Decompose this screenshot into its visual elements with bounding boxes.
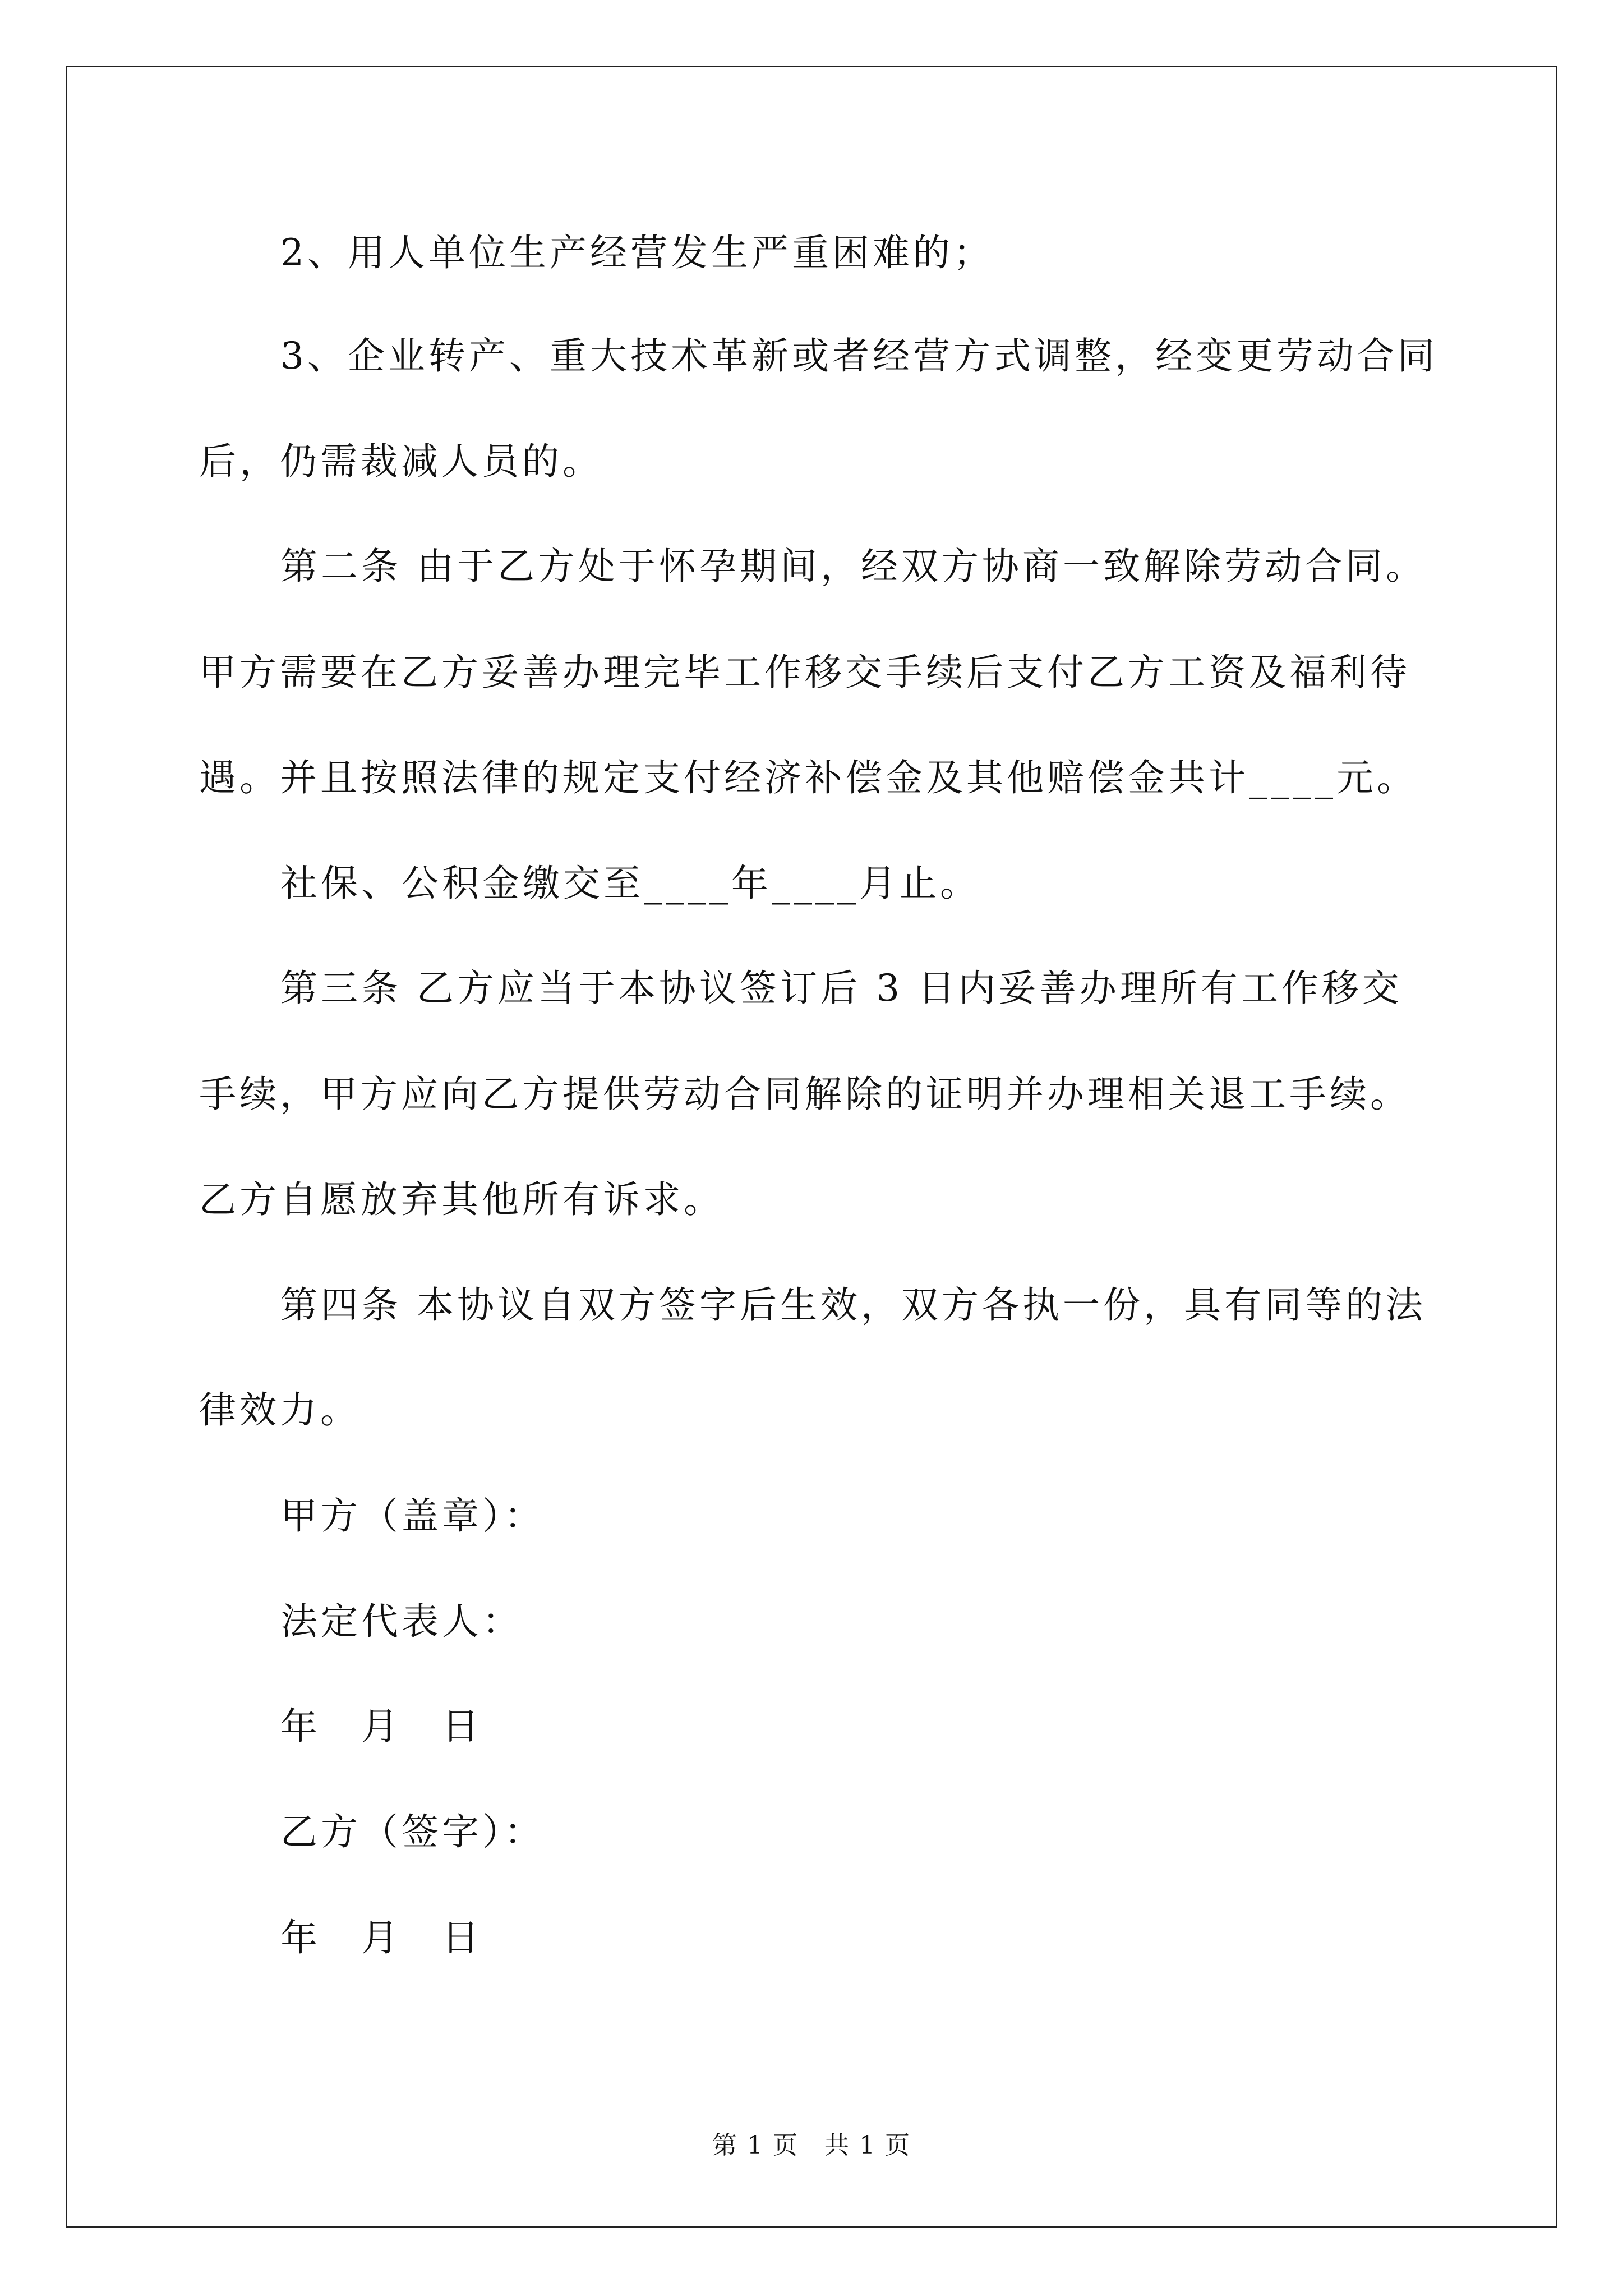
- page-number-footer: 第 1 页 共 1 页: [712, 2131, 911, 2160]
- paragraph-line-5: 甲方需要在乙方妥善办理完毕工作移交手续后支付乙方工资及福利待: [199, 651, 1410, 694]
- paragraph-line-1: 2、用人单位生产经营发生严重困难的；: [280, 231, 994, 274]
- paragraph-line-12: 律效力。: [199, 1388, 361, 1432]
- page-border: [66, 66, 1557, 2228]
- paragraph-line-11: 第四条 本协议自双方签字后生效，双方各执一份，具有同等的法: [280, 1283, 1426, 1327]
- paragraph-line-4: 第二条 由于乙方处于怀孕期间，经双方协商一致解除劳动合同。: [280, 545, 1426, 588]
- paragraph-line-2: 3、企业转产、重大技术革新或者经营方式调整，经变更劳动合同: [280, 334, 1438, 378]
- party-b-date-line: 年 月 日: [280, 1916, 482, 1959]
- party-a-seal-line: 甲方（盖章）：: [280, 1494, 545, 1538]
- paragraph-line-8: 第三条 乙方应当于本协议签订后 3 日内妥善办理所有工作移交: [280, 967, 1403, 1010]
- party-b-signature-line: 乙方（签字）：: [280, 1810, 545, 1853]
- legal-representative-line: 法定代表人：: [280, 1600, 523, 1643]
- party-a-date-line: 年 月 日: [280, 1705, 482, 1748]
- paragraph-line-10: 乙方自愿放弃其他所有诉求。: [199, 1178, 724, 1221]
- paragraph-line-6: 遇。并且按照法律的规定支付经济补偿金及其他赔偿金共计____元。: [199, 756, 1417, 799]
- paragraph-line-3: 后，仍需裁减人员的。: [199, 440, 603, 483]
- paragraph-line-7: 社保、公积金缴交至____年____月止。: [280, 862, 980, 905]
- paragraph-line-9: 手续，甲方应向乙方提供劳动合同解除的证明并办理相关退工手续。: [199, 1073, 1410, 1116]
